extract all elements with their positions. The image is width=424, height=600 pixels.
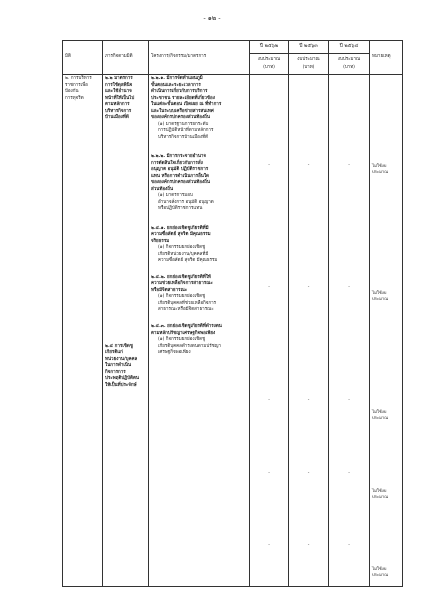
action-plan-table [62,40,403,587]
header-year-2562: ปี ๒๕๖๒ [250,41,289,54]
header-year-2563: ปี ๒๕๖๓ [289,41,329,54]
project-2-2-1: ๒.๒.๑. มีการจัดทำแผนภูมิ ขั้นตอนและระยะเวลาการ ดำเนินการเกี่ยวกับการบริการ ประชาชน รายละเอียดที่เกี่ยวข้อง ในแต่ละขั้นตอน เปิดเผย ณ ที่ทำการ และในระบบเครือข่ายสารสนเทศ ขององค์กรปกครองส่วนท้องถิ่น (๑) มาตรฐานการยกระดับ การปฏิบัติหน้าที่ตามหลักการ บริหารกิจการบ้านเมืองที่ดี [151,76,222,140]
project-2-4-2: ๒.๔.๒. ยกย่องเชิดชูเกียรติที่ให้ ความช่วยเหลือกิจการสาธารณะ หรือมีจิตสาธารณะ (๑) กิจกรรมยกย่องเชิดชู เกียรติบุคคลที่ช่วยเหลือกิจการ สาธารณะหรือมีจิตสาธารณะ [151,274,217,313]
header-budget-2: งบประมาณ (บาท) [289,54,329,75]
header-mission: ภารกิจตามมิติ [103,41,149,75]
budget-2562-cell: - - - - - [250,75,289,587]
dimension-cell: ๒. การบริหาร ราชการเพื่อ ป้องกัน การทุจริต [63,75,103,587]
project-2-4-1: ๒.๔.๑. ยกย่องเชิดชูเกียรติที่มี ความซื่อสัตย์ สุจริต มีคุณธรรม จริยธรรม (๑) กิจกรรมยกย่องเชิดชู เกียรติหน่วยงาน/บุคคลที่มี ความซื่อสัตย์ สุจริต มีคุณธรรม [151,225,218,264]
budget-2564-cell: - - - - - [329,75,370,587]
page-number: - ๑๒ - [203,14,221,22]
projects-cell [149,75,250,587]
mission-cell: ๒.๒ มาตรการ การใช้ดุลพินิจ และใช้อำนาจ หน้าที่ให้เป็นไป ตามหลักการ บริหารกิจการ บ้านเมืองที่ดี ๒.๔ การเชิดชู เกียรติแก่ หน่วยงาน/บุคคล ในการดำเนิน กิจการการ ประพฤติปฏิบัติตน ให้เป็นที่ประจักษ์ [103,75,149,587]
project-2-2-2: ๒.๒.๒. มีการกระจายอำนาจ การตัดสินใจเกี่ยวกับการสั่ง อนุญาต อนุมัติ ปฏิบัติราชการ แทน หรือการดำเนินการอื่นใด ขององค์กรปกครองส่วนท้องถิ่น ส่วนท้องถิ่น (๑) มาตรการมอบ อำนาจสั่งการ อนุมัติ อนุญาต หรือปฏิบัติราชการแทน [151,154,214,212]
header-budget-3: งบประมาณ (บาท) [329,54,370,75]
budget-2563-cell: - - - - - [289,75,329,587]
header-dimension: มิติ [63,41,103,75]
table-row [63,75,403,587]
header-row-years [63,41,403,54]
remarks-cell: ไม่ใช้งบประมาณ ไม่ใช้งบประมาณ ไม่ใช้งบประมาณ ไม่ใช้งบประมาณ ไม่ใช้งบประมาณ [370,75,403,587]
header-budget-1: งบประมาณ (บาท) [250,54,289,75]
header-projects: โครงการ/กิจกรรม/มาตรการ [149,41,250,75]
project-2-4-3: ๒.๔.๓. ยกย่องเชิดชูเกียรติที่ดำรงตน ตามหลักปรัชญาเศรษฐกิจพอเพียง (๑) กิจกรรมยกย่องเชิดชู เกียรติบุคคลดำรงตนตามปรัชญา เศรษฐกิจพอเพียง [151,323,222,356]
header-remarks: หมายเหตุ [370,41,403,75]
header-year-2564: ปี ๒๕๖๔ [329,41,370,54]
